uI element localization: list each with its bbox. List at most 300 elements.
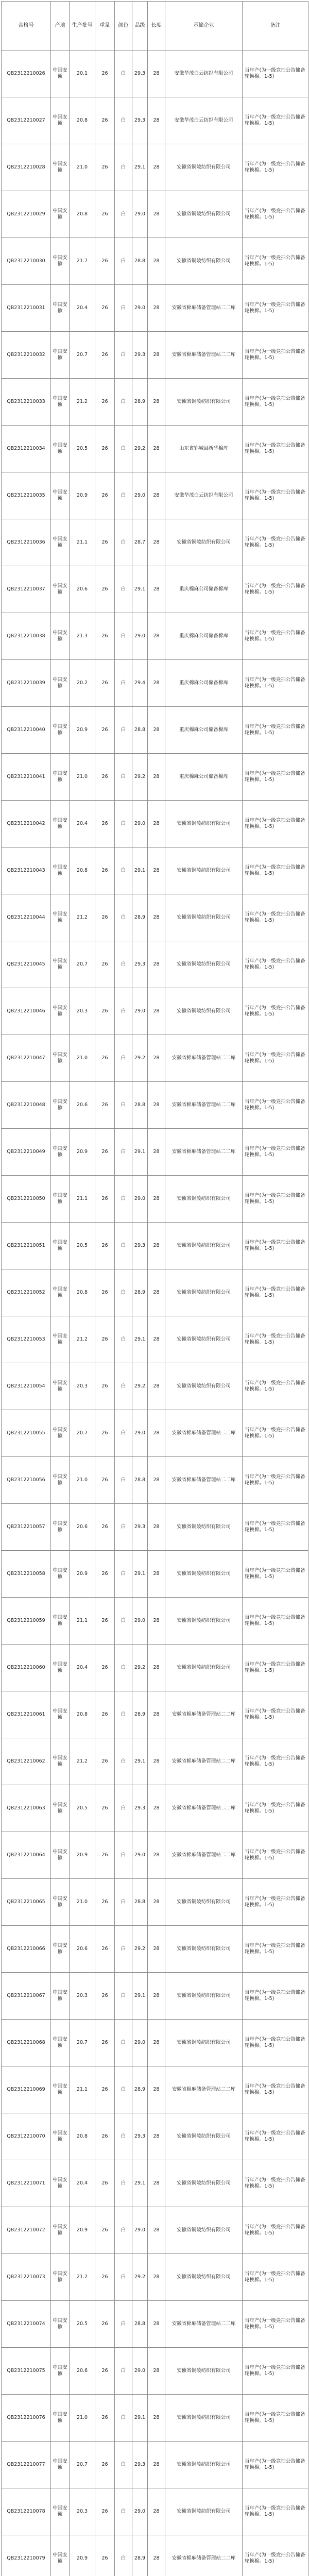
table-body xyxy=(2,50,308,2576)
table-cell: 28.9 xyxy=(132,2535,148,2576)
table-cell: 29.2 xyxy=(132,1645,148,1691)
table-cell: 26 xyxy=(95,1129,115,1176)
table-cell: QB2312210040 xyxy=(2,707,51,754)
table-cell: 28 xyxy=(148,2348,165,2395)
table-cell: 当年产(为一级竞拍公告储备轮换棉。1-5) xyxy=(243,144,308,191)
table-cell: 28 xyxy=(148,97,165,144)
table-cell: 安徽省棉麻储备管理站二二库 xyxy=(165,2535,243,2576)
table-cell: 白 xyxy=(115,1129,132,1176)
table-cell: 重庆棉麻公司储备棉库 xyxy=(165,754,243,801)
table-cell: QB2312210076 xyxy=(2,2395,51,2442)
table-cell: 26 xyxy=(95,332,115,379)
table-cell: 当年产(为一级竞拍公告储备轮换棉。1-5) xyxy=(243,50,308,97)
table-cell: QB2312210079 xyxy=(2,2535,51,2576)
table-cell: 中国安徽 xyxy=(51,2395,70,2442)
table-row xyxy=(2,332,308,379)
table-cell: 28 xyxy=(148,1504,165,1551)
table-cell: 29.2 xyxy=(132,754,148,801)
table-cell: 中国安徽 xyxy=(51,2348,70,2395)
table-cell: 28 xyxy=(148,2442,165,2488)
table-cell: QB2312210038 xyxy=(2,613,51,660)
table-cell: 安徽省铜陵纺织有限公司 xyxy=(165,191,243,238)
table-cell: 20.9 xyxy=(70,707,95,754)
table-cell: 白 xyxy=(115,2160,132,2207)
table-cell: 安徽省铜陵纺织有限公司 xyxy=(165,379,243,426)
table-cell: 28 xyxy=(148,50,165,97)
table-cell: 28.8 xyxy=(132,707,148,754)
table-cell: 白 xyxy=(115,1832,132,1879)
table-row xyxy=(2,1598,308,1645)
table-cell: QB2312210047 xyxy=(2,1035,51,1082)
table-row xyxy=(2,894,308,941)
table-cell: QB2312210039 xyxy=(2,660,51,707)
table-cell: 中国安徽 xyxy=(51,613,70,660)
table-cell: QB2312210031 xyxy=(2,285,51,332)
table-cell: 28 xyxy=(148,2535,165,2576)
table-cell: 29.3 xyxy=(132,1504,148,1551)
table-cell: 28 xyxy=(148,1785,165,1832)
table-cell: QB2312210041 xyxy=(2,754,51,801)
table-cell: 28 xyxy=(148,1926,165,1973)
table-cell: 当年产(为一级竞拍公告储备轮换棉。1-5) xyxy=(243,1879,308,1926)
table-cell: 白 xyxy=(115,1551,132,1598)
table-cell: 安徽省铜陵纺织有限公司 xyxy=(165,2020,243,2066)
table-cell: 28 xyxy=(148,2113,165,2160)
table-cell: 中国安徽 xyxy=(51,707,70,754)
table-cell: QB2312210026 xyxy=(2,50,51,97)
table-cell: 28 xyxy=(148,988,165,1035)
table-cell: 21.0 xyxy=(70,1879,95,1926)
table-cell: 安徽省铜陵纺织有限公司 xyxy=(165,1223,243,1269)
table-cell: 中国安徽 xyxy=(51,1785,70,1832)
table-cell: 当年产(为一级竞拍公告储备轮换棉。1-5) xyxy=(243,1738,308,1785)
table-cell: 白 xyxy=(115,613,132,660)
table-cell: 当年产(为一级竞拍公告储备轮换棉。1-5) xyxy=(243,1598,308,1645)
table-cell: 当年产(为一级竞拍公告储备轮换棉。1-5) xyxy=(243,2442,308,2488)
table-cell: 26 xyxy=(95,1176,115,1223)
table-cell: 中国安徽 xyxy=(51,1223,70,1269)
table-cell: QB2312210074 xyxy=(2,2301,51,2348)
table-cell: 中国安徽 xyxy=(51,1410,70,1457)
table-cell: QB2312210070 xyxy=(2,2113,51,2160)
table-cell: 20.9 xyxy=(70,1551,95,1598)
table-cell: 安徽省铜陵纺织有限公司 xyxy=(165,941,243,988)
table-cell: 白 xyxy=(115,2442,132,2488)
table-cell: 白 xyxy=(115,379,132,426)
table-cell: 20.5 xyxy=(70,1785,95,1832)
table-cell: 中国安徽 xyxy=(51,2160,70,2207)
table-row xyxy=(2,1879,308,1926)
table-cell: 中国安徽 xyxy=(51,1457,70,1504)
table-cell: 26 xyxy=(95,238,115,285)
table-cell: 26 xyxy=(95,2113,115,2160)
table-cell: 安徽省铜陵纺织有限公司 xyxy=(165,1176,243,1223)
table-cell: 中国安徽 xyxy=(51,1176,70,1223)
table-cell: 中国安徽 xyxy=(51,1504,70,1551)
table-cell: 安徽省铜陵纺织有限公司 xyxy=(165,238,243,285)
table-cell: 20.8 xyxy=(70,1691,95,1738)
table-row xyxy=(2,660,308,707)
table-cell: 白 xyxy=(115,2254,132,2301)
table-cell: 28 xyxy=(148,848,165,894)
table-cell: 29.0 xyxy=(132,191,148,238)
table-cell: 26 xyxy=(95,1879,115,1926)
table-cell: 山东省郓城县新华棉库 xyxy=(165,426,243,472)
table-cell: 白 xyxy=(115,2207,132,2254)
table-cell: 20.8 xyxy=(70,97,95,144)
table-cell: QB2312210078 xyxy=(2,2488,51,2535)
table-cell: QB2312210046 xyxy=(2,988,51,1035)
table-row xyxy=(2,1738,308,1785)
table-cell: 28 xyxy=(148,707,165,754)
table-cell: 26 xyxy=(95,2301,115,2348)
table-cell: 28 xyxy=(148,332,165,379)
table-row xyxy=(2,1785,308,1832)
table-cell: 安徽省铜陵纺织有限公司 xyxy=(165,1551,243,1598)
table-cell: 白 xyxy=(115,2020,132,2066)
table-cell: 安徽省铜陵纺织有限公司 xyxy=(165,519,243,566)
table-row xyxy=(2,2488,308,2535)
table-cell: 29.0 xyxy=(132,613,148,660)
table-cell: 当年产(为一级竞拍公告储备轮换棉。1-5) xyxy=(243,1035,308,1082)
table-cell: 当年产(为一级竞拍公告储备轮换棉。1-5) xyxy=(243,1129,308,1176)
table-cell: 29.1 xyxy=(132,566,148,613)
table-cell: 中国安徽 xyxy=(51,191,70,238)
table-cell: 20.7 xyxy=(70,2442,95,2488)
table-cell: 20.9 xyxy=(70,472,95,519)
table-cell: 28 xyxy=(148,519,165,566)
table-row xyxy=(2,519,308,566)
table-cell: 安徽省铜陵纺织有限公司 xyxy=(165,2207,243,2254)
table-cell: 29.2 xyxy=(132,1363,148,1410)
column-header: 生产批号 xyxy=(70,2,95,50)
table-cell: 29.0 xyxy=(132,2207,148,2254)
table-cell: 中国安徽 xyxy=(51,97,70,144)
table-row xyxy=(2,2113,308,2160)
table-cell: 白 xyxy=(115,660,132,707)
table-cell: 安徽省铜陵纺织有限公司 xyxy=(165,144,243,191)
table-cell: 当年产(为一级竞拍公告储备轮换棉。1-5) xyxy=(243,2160,308,2207)
table-cell: 28 xyxy=(148,1082,165,1129)
table-cell: QB2312210053 xyxy=(2,1316,51,1363)
table-cell: 白 xyxy=(115,2395,132,2442)
table-cell: 当年产(为一级竞拍公告储备轮换棉。1-5) xyxy=(243,848,308,894)
table-cell: 26 xyxy=(95,613,115,660)
table-cell: 28.8 xyxy=(132,1457,148,1504)
table-cell: 当年产(为一级竞拍公告储备轮换棉。1-5) xyxy=(243,1551,308,1598)
table-cell: 21.0 xyxy=(70,2395,95,2442)
table-cell: 中国安徽 xyxy=(51,2020,70,2066)
table-cell: QB2312210075 xyxy=(2,2348,51,2395)
table-cell: 安徽省铜陵纺织有限公司 xyxy=(165,988,243,1035)
table-cell: 20.4 xyxy=(70,2160,95,2207)
table-cell: 白 xyxy=(115,285,132,332)
table-cell: QB2312210029 xyxy=(2,191,51,238)
table-cell: 28 xyxy=(148,1879,165,1926)
table-cell: 当年产(为一级竞拍公告储备轮换棉。1-5) xyxy=(243,754,308,801)
table-cell: 安徽省铜陵纺织有限公司 xyxy=(165,894,243,941)
table-cell: 中国安徽 xyxy=(51,1973,70,2020)
table-cell: 白 xyxy=(115,2488,132,2535)
table-cell: 29.1 xyxy=(132,1973,148,2020)
column-header: 品级 xyxy=(132,2,148,50)
table-cell: 29.0 xyxy=(132,988,148,1035)
table-cell: 29.3 xyxy=(132,2442,148,2488)
table-cell: QB2312210077 xyxy=(2,2442,51,2488)
table-row xyxy=(2,1316,308,1363)
table-cell: 20.9 xyxy=(70,1129,95,1176)
table-cell: 28 xyxy=(148,2066,165,2113)
table-cell: 白 xyxy=(115,1691,132,1738)
table-row xyxy=(2,1269,308,1316)
table-cell: 中国安徽 xyxy=(51,144,70,191)
table-cell: 当年产(为一级竞拍公告储备轮换棉。1-5) xyxy=(243,1785,308,1832)
table-cell: 26 xyxy=(95,2254,115,2301)
table-cell: 安徽省棉麻储备管理站二二库 xyxy=(165,285,243,332)
table-cell: 中国安徽 xyxy=(51,894,70,941)
column-header: 长度 xyxy=(148,2,165,50)
table-cell: 安徽省棉麻储备管理站二二库 xyxy=(165,1691,243,1738)
table-row xyxy=(2,941,308,988)
table-row xyxy=(2,1551,308,1598)
table-cell: 26 xyxy=(95,1269,115,1316)
table-cell: 中国安徽 xyxy=(51,2066,70,2113)
table-cell: QB2312210069 xyxy=(2,2066,51,2113)
table-cell: 26 xyxy=(95,1691,115,1738)
table-cell: 当年产(为一级竞拍公告储备轮换棉。1-5) xyxy=(243,707,308,754)
table-cell: 当年产(为一级竞拍公告储备轮换棉。1-5) xyxy=(243,2113,308,2160)
table-cell: 28 xyxy=(148,1973,165,2020)
table-row xyxy=(2,707,308,754)
table-cell: 28.9 xyxy=(132,894,148,941)
table-cell: 白 xyxy=(115,1926,132,1973)
table-cell: 26 xyxy=(95,801,115,848)
table-cell: 20.6 xyxy=(70,1504,95,1551)
table-cell: 26 xyxy=(95,941,115,988)
table-cell: 安徽省铜陵纺织有限公司 xyxy=(165,848,243,894)
table-cell: QB2312210056 xyxy=(2,1457,51,1504)
table-cell: 20.7 xyxy=(70,1410,95,1457)
table-cell: 20.4 xyxy=(70,801,95,848)
table-cell: 28 xyxy=(148,1598,165,1645)
table-cell: 白 xyxy=(115,1973,132,2020)
table-cell: 26 xyxy=(95,988,115,1035)
table-cell: QB2312210073 xyxy=(2,2254,51,2301)
table-cell: 29.0 xyxy=(132,2348,148,2395)
table-cell: 29.1 xyxy=(132,2160,148,2207)
table-cell: QB2312210059 xyxy=(2,1598,51,1645)
table-cell: 中国安徽 xyxy=(51,1926,70,1973)
table-cell: 安徽华茂白云纺织有限公司 xyxy=(165,472,243,519)
table-cell: 21.2 xyxy=(70,1738,95,1785)
table-cell: 20.6 xyxy=(70,566,95,613)
table-cell: 28 xyxy=(148,894,165,941)
table-cell: 28 xyxy=(148,1363,165,1410)
table-cell: 28 xyxy=(148,660,165,707)
table-cell: 28.8 xyxy=(132,2301,148,2348)
table-row xyxy=(2,848,308,894)
table-cell: 白 xyxy=(115,1879,132,1926)
table-cell: 28.9 xyxy=(132,1269,148,1316)
table-cell: 28 xyxy=(148,1316,165,1363)
table-cell: 28 xyxy=(148,1410,165,1457)
table-cell: 中国安徽 xyxy=(51,472,70,519)
table-cell: 安徽省铜陵纺织有限公司 xyxy=(165,2488,243,2535)
table-cell: 白 xyxy=(115,894,132,941)
table-cell: 中国安徽 xyxy=(51,426,70,472)
table-cell: 中国安徽 xyxy=(51,285,70,332)
table-cell: 白 xyxy=(115,472,132,519)
table-cell: 26 xyxy=(95,1598,115,1645)
table-cell: 26 xyxy=(95,1035,115,1082)
table-cell: QB2312210050 xyxy=(2,1176,51,1223)
table-cell: 28.8 xyxy=(132,238,148,285)
table-cell: 26 xyxy=(95,2066,115,2113)
table-row xyxy=(2,426,308,472)
table-cell: 中国安徽 xyxy=(51,848,70,894)
table-cell: 中国安徽 xyxy=(51,2301,70,2348)
table-cell: 26 xyxy=(95,144,115,191)
table-cell: 20.6 xyxy=(70,1926,95,1973)
table-cell: 当年产(为一级竞拍公告储备轮换棉。1-5) xyxy=(243,97,308,144)
table-cell: 当年产(为一级竞拍公告储备轮换棉。1-5) xyxy=(243,988,308,1035)
table-row xyxy=(2,1973,308,2020)
table-cell: 中国安徽 xyxy=(51,2207,70,2254)
table-cell: 当年产(为一级竞拍公告储备轮换棉。1-5) xyxy=(243,660,308,707)
table-cell: QB2312210054 xyxy=(2,1363,51,1410)
table-cell: 当年产(为一级竞拍公告储备轮换棉。1-5) xyxy=(243,1832,308,1879)
table-row xyxy=(2,1691,308,1738)
table-cell: 当年产(为一级竞拍公告储备轮换棉。1-5) xyxy=(243,1645,308,1691)
column-header: 产地 xyxy=(51,2,70,50)
table-cell: 白 xyxy=(115,1176,132,1223)
table-cell: 白 xyxy=(115,97,132,144)
table-cell: 中国安徽 xyxy=(51,1129,70,1176)
table-cell: 29.4 xyxy=(132,660,148,707)
table-cell: 28.7 xyxy=(132,519,148,566)
table-cell: 28 xyxy=(148,1035,165,1082)
table-cell: 白 xyxy=(115,1457,132,1504)
table-cell: 28 xyxy=(148,144,165,191)
table-cell: 29.0 xyxy=(132,285,148,332)
table-cell: 当年产(为一级竞拍公告储备轮换棉。1-5) xyxy=(243,1223,308,1269)
table-cell: 26 xyxy=(95,519,115,566)
table-cell: 20.5 xyxy=(70,1223,95,1269)
table-cell: 白 xyxy=(115,191,132,238)
table-cell: 26 xyxy=(95,2535,115,2576)
table-cell: 中国安徽 xyxy=(51,2254,70,2301)
table-cell: 28 xyxy=(148,1645,165,1691)
table-cell: 安徽省棉麻储备管理站二二库 xyxy=(165,2301,243,2348)
column-header: 备注 xyxy=(243,2,308,50)
table-cell: 中国安徽 xyxy=(51,332,70,379)
table-row xyxy=(2,566,308,613)
table-cell: 中国安徽 xyxy=(51,660,70,707)
table-cell: 当年产(为一级竞拍公告储备轮换棉。1-5) xyxy=(243,1363,308,1410)
table-cell: 26 xyxy=(95,2395,115,2442)
table-cell: 当年产(为一级竞拍公告储备轮换棉。1-5) xyxy=(243,2066,308,2113)
table-cell: 20.9 xyxy=(70,2535,95,2576)
table-cell: 白 xyxy=(115,848,132,894)
table-cell: 26 xyxy=(95,285,115,332)
table-cell: QB2312210051 xyxy=(2,1223,51,1269)
table-cell: 28 xyxy=(148,2207,165,2254)
table-cell: 安徽省棉麻储备管理站二二库 xyxy=(165,1035,243,1082)
table-row xyxy=(2,2160,308,2207)
table-cell: 中国安徽 xyxy=(51,519,70,566)
table-cell: 当年产(为一级竞拍公告储备轮换棉。1-5) xyxy=(243,941,308,988)
table-cell: 20.3 xyxy=(70,988,95,1035)
table-cell: 当年产(为一级竞拍公告储备轮换棉。1-5) xyxy=(243,472,308,519)
table-cell: 安徽华茂白云纺织有限公司 xyxy=(165,50,243,97)
table-row xyxy=(2,613,308,660)
table-cell: 26 xyxy=(95,2020,115,2066)
table-cell: QB2312210060 xyxy=(2,1645,51,1691)
table-cell: 26 xyxy=(95,50,115,97)
table-row xyxy=(2,1082,308,1129)
table-cell: QB2312210066 xyxy=(2,1926,51,1973)
table-cell: 28 xyxy=(148,566,165,613)
table-cell: 白 xyxy=(115,1598,132,1645)
column-header: 颜色 xyxy=(115,2,132,50)
table-cell: QB2312210063 xyxy=(2,1785,51,1832)
table-cell: 20.7 xyxy=(70,941,95,988)
table-cell: 21.0 xyxy=(70,754,95,801)
table-row xyxy=(2,97,308,144)
table-cell: 中国安徽 xyxy=(51,238,70,285)
table-cell: QB2312210028 xyxy=(2,144,51,191)
table-cell: 26 xyxy=(95,379,115,426)
table-cell: 白 xyxy=(115,2066,132,2113)
table-row xyxy=(2,2066,308,2113)
table-cell: 28 xyxy=(148,2020,165,2066)
table-cell: 28 xyxy=(148,1176,165,1223)
table-cell: 28 xyxy=(148,2254,165,2301)
table-row xyxy=(2,144,308,191)
table-cell: 白 xyxy=(115,2348,132,2395)
table-cell: 中国安徽 xyxy=(51,1691,70,1738)
table-cell: 白 xyxy=(115,2113,132,2160)
table-cell: 28 xyxy=(148,754,165,801)
table-row xyxy=(2,1223,308,1269)
table-cell: 21.1 xyxy=(70,1598,95,1645)
table-cell: 安徽省铜陵纺织有限公司 xyxy=(165,1504,243,1551)
table-cell: 白 xyxy=(115,1082,132,1129)
table-cell: 白 xyxy=(115,1785,132,1832)
table-cell: 21.0 xyxy=(70,144,95,191)
table-cell: 中国安徽 xyxy=(51,1645,70,1691)
table-cell: 28 xyxy=(148,1223,165,1269)
table-row xyxy=(2,754,308,801)
table-cell: 28 xyxy=(148,2160,165,2207)
table-cell: 20.5 xyxy=(70,426,95,472)
table-cell: 中国安徽 xyxy=(51,1316,70,1363)
table-cell: 28 xyxy=(148,379,165,426)
table-cell: 28.9 xyxy=(132,1691,148,1738)
table-cell: 中国安徽 xyxy=(51,1879,70,1926)
table-cell: 当年产(为一级竞拍公告储备轮换棉。1-5) xyxy=(243,801,308,848)
table-cell: 白 xyxy=(115,50,132,97)
table-cell: 重庆棉麻公司储备棉库 xyxy=(165,566,243,613)
table-cell: 20.6 xyxy=(70,2348,95,2395)
table-row xyxy=(2,2348,308,2395)
table-cell: 中国安徽 xyxy=(51,379,70,426)
table-cell: 20.8 xyxy=(70,1269,95,1316)
table-cell: 白 xyxy=(115,332,132,379)
table-cell: 29.3 xyxy=(132,97,148,144)
table-cell: 29.2 xyxy=(132,426,148,472)
table-cell: 29.1 xyxy=(132,1316,148,1363)
